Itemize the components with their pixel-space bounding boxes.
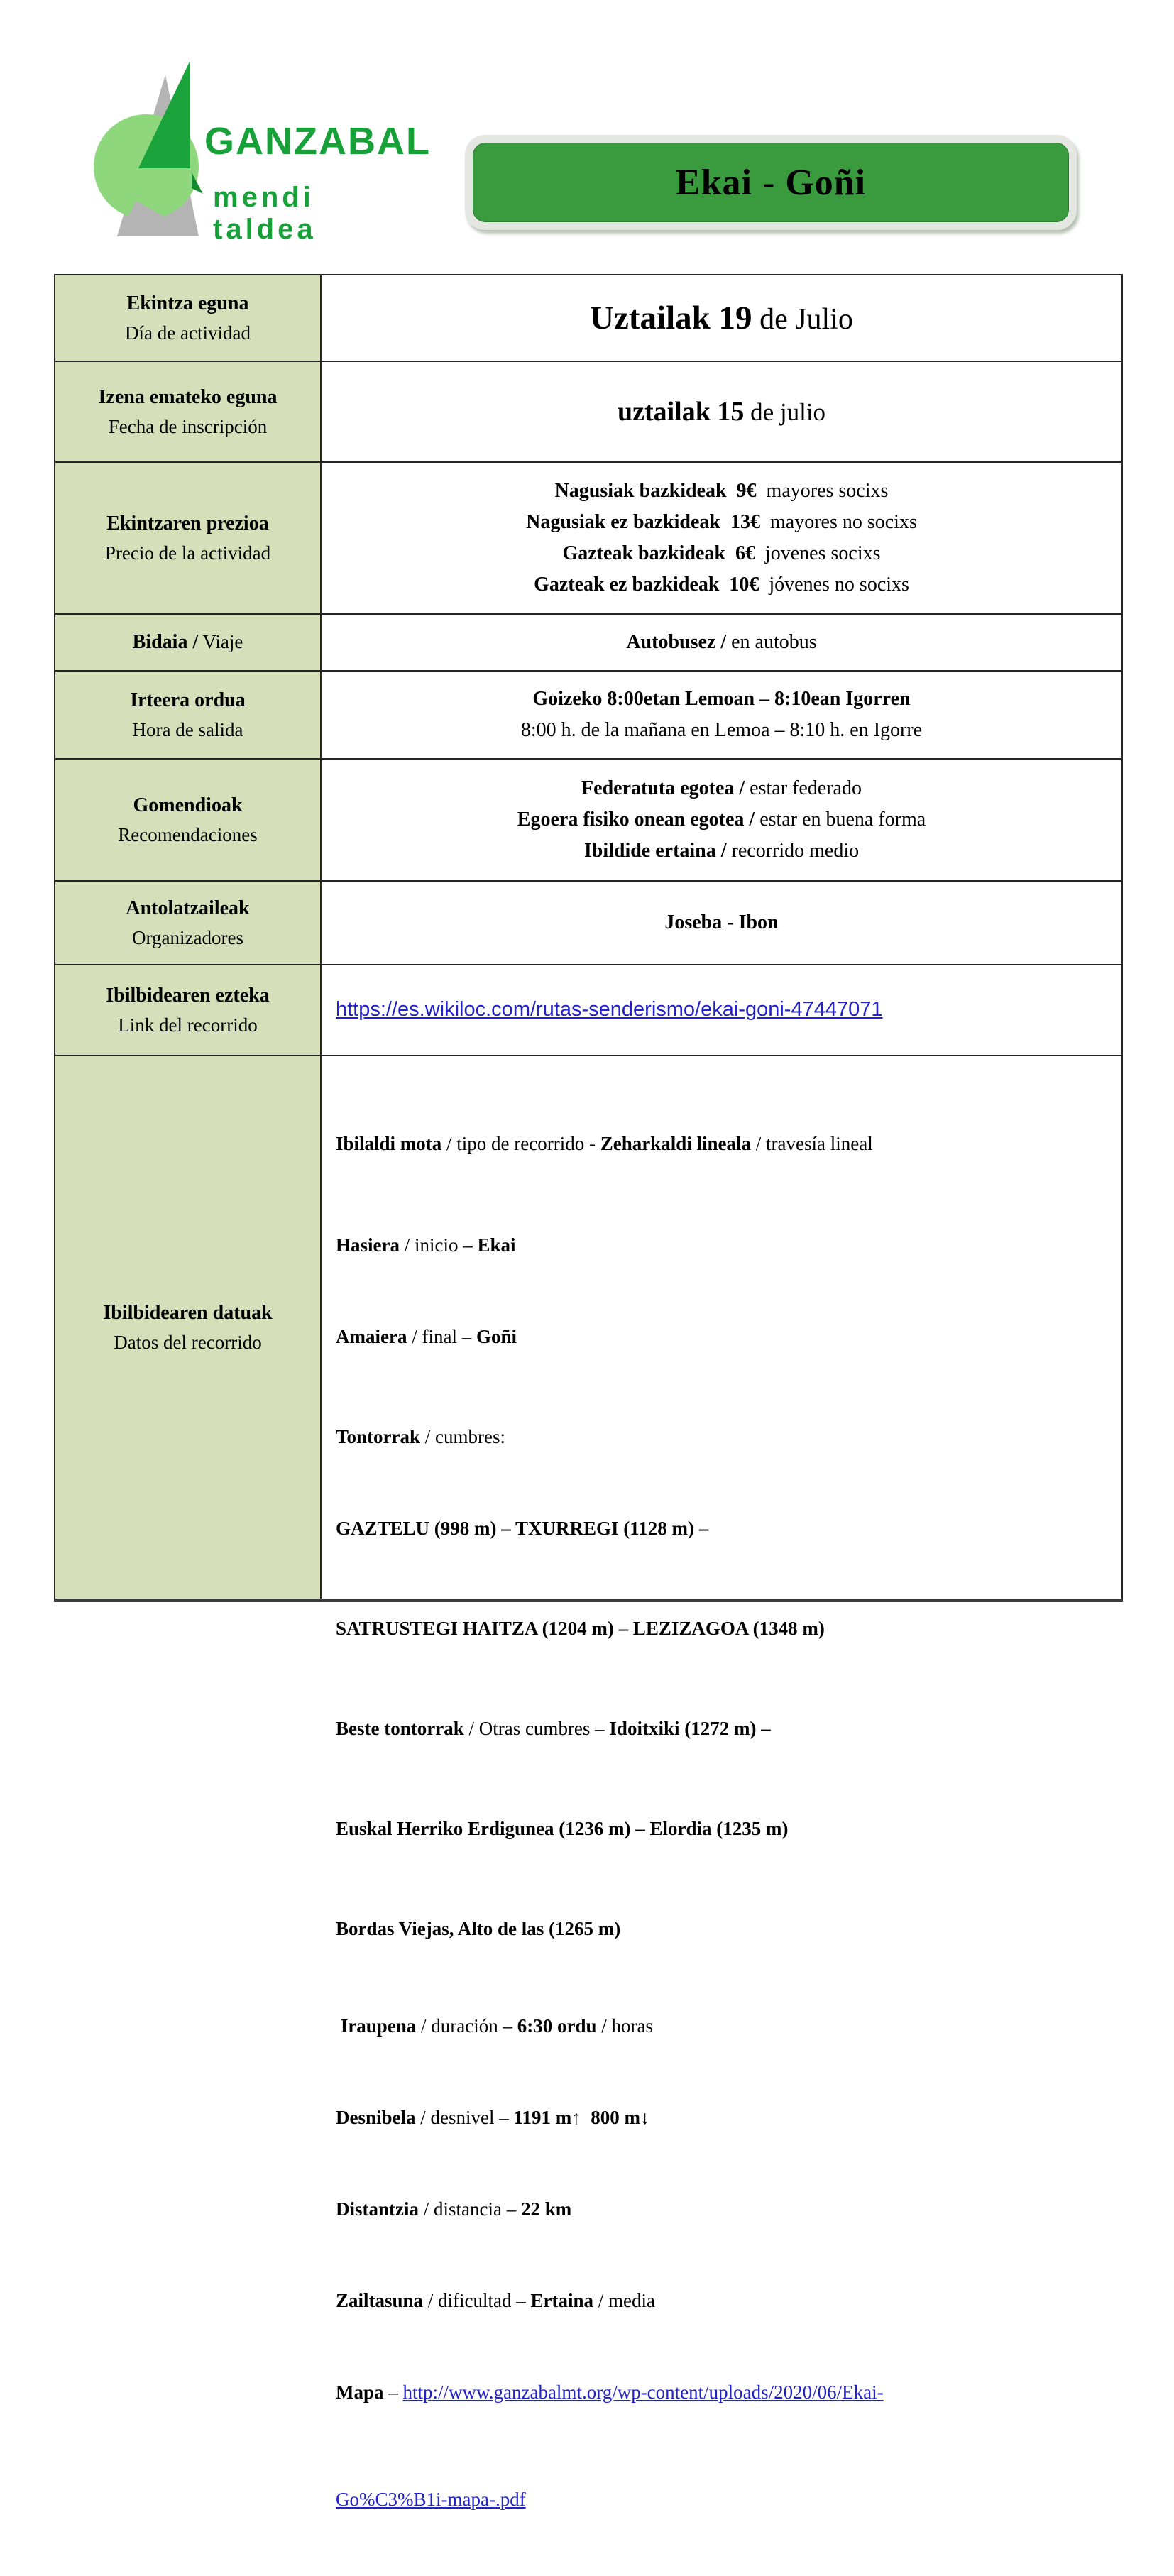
route-data-line: Amaiera / final – Goñi — [336, 1326, 517, 1347]
departure-time-spanish: 8:00 h. de la mañana en Lemoa – 8:10 h. en Igorre — [520, 719, 923, 741]
price-line: Gazteak ez bazkideak 10€ jóvenes no socixs — [534, 574, 909, 596]
route-data-line: Distantzia / distancia – 22 km — [336, 2198, 572, 2220]
row-label-spanish: Recomendaciones — [118, 823, 258, 845]
route-data-line: Tontorrak / cumbres: — [336, 1426, 506, 1447]
recommendation-line: Federatuta egotea / estar federado — [581, 777, 862, 799]
wikiloc-link[interactable]: https://es.wikiloc.com/rutas-senderismo/ekai-goni-47447071 — [336, 998, 883, 1021]
route-data-line: GAZTELU (998 m) – TXURREGI (1128 m) – — [336, 1518, 709, 1539]
route-data-line: Bordas Viejas, Alto de las (1265 m) — [336, 1918, 621, 1939]
row-label-spanish: Datos del recorrido — [114, 1331, 262, 1353]
organizers-names: Joseba - Ibon — [664, 911, 779, 933]
route-data-line-map — [336, 2484, 1103, 2515]
row-label-spanish: Fecha de inscripción — [108, 415, 268, 437]
row-value — [322, 965, 1121, 1055]
logo-subtitle: mendi taldea — [213, 182, 317, 245]
row-label-bilingual: Bidaia / Viaje — [132, 631, 243, 653]
row-label — [55, 1056, 322, 1599]
row-label-basque: Ibilbidearen ezteka — [106, 984, 270, 1007]
row-value — [322, 615, 1121, 670]
route-data-line: Zailtasuna / dificultad – Ertaina / media — [336, 2290, 656, 2311]
table-row-route-data — [55, 1055, 1121, 2510]
row-label-spanish: Organizadores — [132, 926, 243, 948]
map-link-part1[interactable]: http://www.ganzabalmt.org/wp-content/uploads/2020/06/Ekai- — [402, 2382, 884, 2403]
price-line: Nagusiak ez bazkideak 13€ mayores no socixs — [526, 510, 917, 533]
row-label-spanish: Precio de la actividad — [104, 542, 271, 564]
row-label-spanish: Día de actividad — [125, 322, 251, 344]
table-row-travel — [55, 613, 1121, 670]
title-banner-inner — [473, 143, 1069, 222]
table-row-departure-time — [55, 670, 1121, 758]
row-label — [55, 615, 322, 670]
price-line: Gazteak bazkideak 6€ jovenes socixs — [562, 542, 881, 564]
row-label — [55, 362, 322, 461]
row-label-basque: Gomendioak — [133, 794, 243, 816]
recommendation-line: Ibildide ertaina / recorrido medio — [583, 840, 860, 862]
row-label — [55, 882, 322, 964]
route-data-line: Ibilaldi mota / tipo de recorrido - Zeharkaldi lineala / travesía lineal — [336, 1133, 873, 1154]
row-value — [322, 760, 1121, 880]
price-line: Nagusiak bazkideak 9€ mayores socixs — [554, 479, 889, 502]
logo-name: GANZABAL — [204, 120, 431, 163]
recommendation-line: Egoera fisiko onean egotea / estar en buena forma — [517, 808, 926, 831]
activity-date: Uztailak 19 de Julio — [590, 299, 853, 336]
page-title: Ekai - Goñi — [675, 162, 867, 203]
table-row-organizers — [55, 880, 1121, 964]
row-label-basque: Antolatzaileak — [126, 897, 250, 919]
route-data-line: Desnibela / desnivel – 1191 m↑ 800 m↓ — [336, 2107, 650, 2128]
route-data-line: Beste tontorrak / Otras cumbres – Idoitxiki (1272 m) – — [336, 1718, 771, 1739]
table-row-prices — [55, 461, 1121, 613]
table-row-activity-day — [55, 275, 1121, 361]
row-value — [322, 275, 1121, 361]
route-data-line: Euskal Herriko Erdigunea (1236 m) – Elordia (1235 m) — [336, 1818, 789, 1839]
inscription-date: uztailak 15 de julio — [617, 396, 826, 427]
table-row-recommendations — [55, 758, 1121, 880]
row-value — [322, 882, 1121, 964]
row-label-basque: Irteera ordua — [130, 689, 246, 711]
title-banner — [465, 135, 1077, 230]
row-label — [55, 463, 322, 613]
row-value — [322, 362, 1121, 461]
row-label — [55, 672, 322, 758]
map-link-part2[interactable]: Go%C3%B1i-mapa-.pdf — [336, 2489, 526, 2510]
route-data-line: Iraupena / duración – 6:30 ordu / horas — [336, 2015, 653, 2037]
row-label-spanish: Hora de salida — [132, 718, 243, 740]
route-data-line: SATRUSTEGI HAITZA (1204 m) – LEZIZAGOA (1348 m) — [336, 1618, 825, 1639]
row-label — [55, 275, 322, 361]
row-label-spanish: Link del recorrido — [118, 1014, 258, 1036]
departure-time-basque: Goizeko 8:00etan Lemoan – 8:10ean Igorren — [532, 687, 911, 710]
route-data-line: Hasiera / inicio – Ekai — [336, 1234, 516, 1256]
row-value — [322, 463, 1121, 613]
activity-table — [54, 274, 1123, 2510]
row-label-basque: Ekintzaren prezioa — [106, 512, 269, 535]
row-label — [55, 760, 322, 880]
row-value — [322, 672, 1121, 758]
row-value — [322, 1056, 1121, 2510]
ganzabal-logo — [78, 43, 433, 256]
table-row-route-link — [55, 964, 1121, 1055]
table-row-inscription-date — [55, 361, 1121, 461]
row-label-basque: Ekintza eguna — [126, 292, 249, 314]
route-data-line-map: Mapa – http://www.ganzabalmt.org/wp-content/uploads/2020/06/Ekai- — [336, 2382, 884, 2403]
row-label-basque: Izena emateko eguna — [98, 385, 278, 408]
travel-mode: Autobusez / en autobus — [626, 630, 817, 653]
row-label — [55, 965, 322, 1055]
row-label-basque: Ibilbidearen datuak — [103, 1301, 273, 1324]
